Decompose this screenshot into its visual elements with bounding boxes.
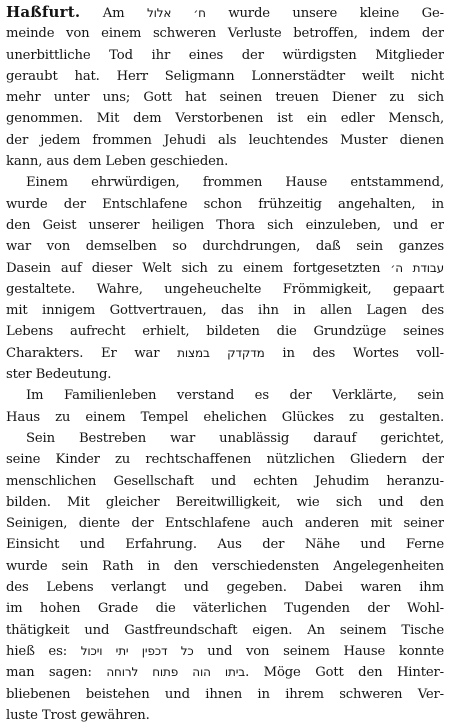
text-line: im hohen Grade die väterlichen Tugenden der Wohl- bbox=[6, 601, 444, 617]
text-line: bliebenen beistehen und ihnen in ihrem schweren Ver- bbox=[6, 686, 444, 702]
text-line: unerbittliche Tod ihr eines der würdigsten Mitglieder bbox=[6, 47, 444, 63]
text-line: Haßfurt. Am ח׳ אלול wurde unsere kleine Ge- bbox=[6, 3, 444, 21]
text-line: Dasein auf dieser Welt sich zu einem fortgesetzten עבודת ה׳ bbox=[6, 260, 444, 276]
text-line: Charakters. Er war מדקדק במצות in des Wortes voll- bbox=[6, 345, 444, 361]
text-line: wurde sein Rath in den verschiedensten Angelegenheiten bbox=[6, 558, 444, 574]
text-line: mehr unter uns; Gott hat seinen treuen Diener zu sich bbox=[6, 90, 444, 106]
text-line: Einem ehrwürdigen, frommen Hause entstammend, bbox=[26, 175, 444, 191]
text-line: Seinigen, diente der Entschlafene auch anderen mit seiner bbox=[6, 516, 444, 532]
text-line: Haus zu einem Tempel ehelichen Glückes zu gestalten. bbox=[6, 409, 444, 425]
text-line: menschlichen Gesellschaft und echten Jehudim heranzu- bbox=[6, 473, 444, 489]
text-line: Sein Bestreben war unablässig darauf gerichtet, bbox=[26, 430, 444, 446]
text-line: der jedem frommen Jehudi als leuchtendes Muster dienen bbox=[6, 132, 444, 148]
text-line: thätigkeit und Gastfreundschaft eigen. An seinem Tische bbox=[6, 622, 444, 638]
text-line: man sagen: ביתו הוה פתוח לרוחה. Möge Gott den Hinter- bbox=[6, 665, 444, 681]
hebrew-phrase: ביתו הוה פתוח לרוחה bbox=[106, 665, 246, 680]
hebrew-phrase: ח׳ אלול bbox=[146, 6, 206, 20]
text-line: den Geist unserer heiligen Thora sich einzuleben, und er bbox=[6, 217, 444, 233]
hebrew-phrase: מדקדק במצות bbox=[177, 345, 265, 360]
text-line: war von demselben so durchdrungen, daß sein ganzes bbox=[6, 239, 444, 255]
text-line: Einsicht und Erfahrung. Aus der Nähe und Ferne bbox=[6, 537, 444, 553]
text-line: geraubt hat. Herr Seligmann Lonnerstädter weilt nicht bbox=[6, 68, 444, 84]
article-heading: Haßfurt. bbox=[6, 3, 81, 21]
text-line: des Lebens verlangt und gegeben. Dabei waren ihm bbox=[6, 580, 444, 596]
text-line: seine Kinder zu rechtschaffenen nützlichen Gliedern der bbox=[6, 452, 444, 468]
text-line: Lebens aufrecht erhielt, bildeten die Grundzüge seines bbox=[6, 324, 444, 340]
text-line: mit innigem Gottvertrauen, das ihn in allen Lagen des bbox=[6, 303, 444, 319]
text-line: ster Bedeutung. bbox=[6, 367, 112, 383]
text-line: wurde der Entschlafene schon frühzeitig angehalten, in bbox=[6, 196, 444, 212]
text-line: kann, aus dem Leben geschieden. bbox=[6, 154, 229, 170]
text-line: hieß es: כל דכפין יתי ויכול und von seinem Hause konnte bbox=[6, 643, 444, 659]
hebrew-phrase: כל דכפין יתי ויכול bbox=[80, 643, 194, 658]
text-line: bilden. Mit gleicher Bereitwilligkeit, wie sich und den bbox=[6, 494, 444, 510]
text-line: gestaltete. Wahre, ungeheuchelte Frömmigkeit, gepaart bbox=[6, 281, 444, 297]
text-line: meinde von einem schweren Verluste betroffen, indem der bbox=[6, 26, 444, 42]
text-line: genommen. Mit dem Verstorbenen ist ein edler Mensch, bbox=[6, 111, 444, 127]
text-line: Im Familienleben verstand es der Verklärte, sein bbox=[26, 388, 444, 404]
text-line: luste Trost gewähren. bbox=[6, 707, 150, 723]
hebrew-phrase: עבודת ה׳ bbox=[390, 260, 444, 275]
